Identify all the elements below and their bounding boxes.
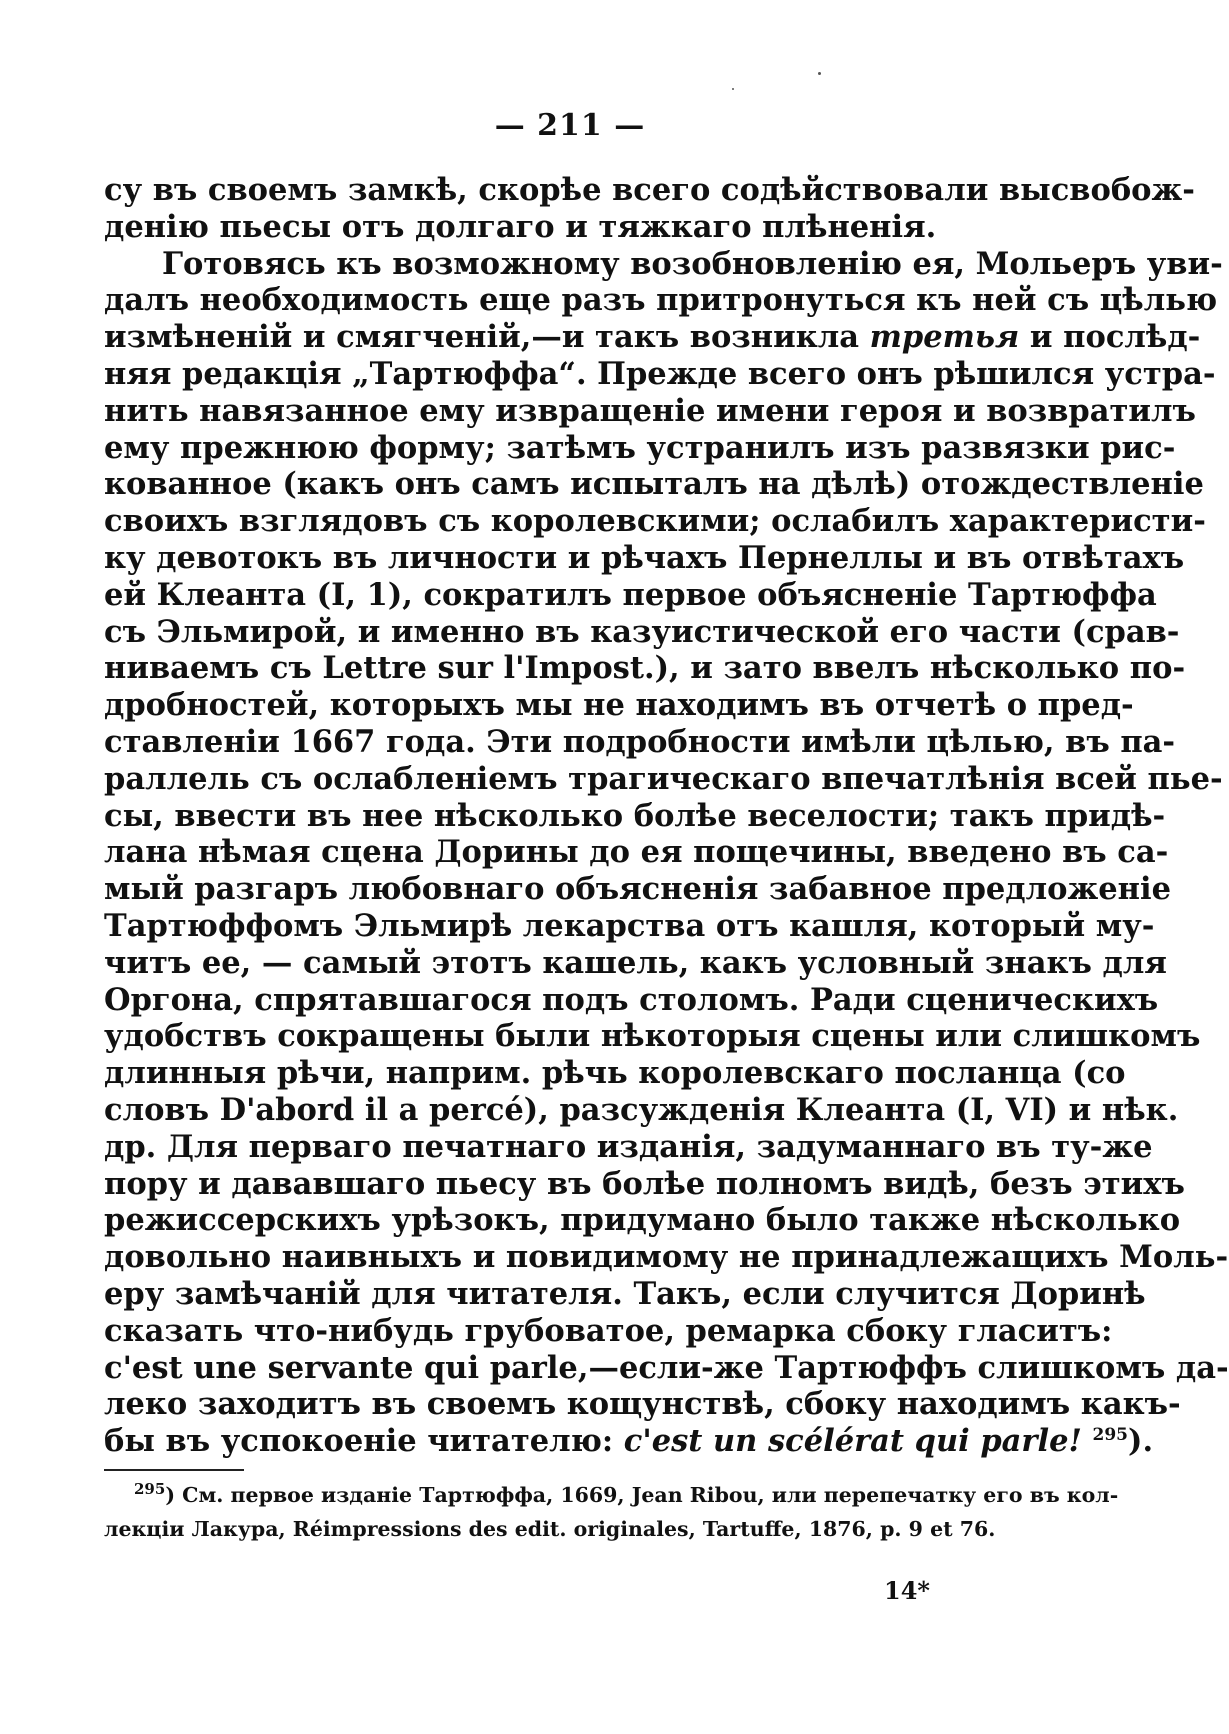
text-line: кованное (какъ онъ самъ испыталъ на дѣлѣ) отождествленіе xyxy=(104,466,1204,503)
page-number: — 211 — xyxy=(494,108,646,143)
text-line: сказать что-нибудь грубоватое, ремарка сбоку гласитъ: xyxy=(104,1312,1113,1349)
text-line: Оргона, спрятавшагося подъ столомъ. Ради сценическихъ xyxy=(104,981,1159,1018)
text-line: лана нѣмая сцена Дорины до ея пощечины, введено въ са- xyxy=(104,834,1169,871)
italic-quote: c'est un scélérat qui parle! xyxy=(623,1423,1082,1460)
print-speck xyxy=(818,72,821,75)
text-line: еру замѣчаній для читателя. Такъ, если случится Доринѣ xyxy=(104,1275,1146,1312)
text-line: няя редакція „Тартюффа“. Прежде всего онъ рѣшился устра- xyxy=(104,355,1216,392)
text-line: словъ D'abord il a percé), разсужденія Клеанта (I, VI) и нѣк. xyxy=(104,1091,1179,1128)
text-line: пору и дававшаго пьесу въ болѣе полномъ видѣ, безъ этихъ xyxy=(104,1165,1185,1202)
text-line: раллель съ ослабленіемъ трагическаго впечатлѣнія всей пье- xyxy=(104,760,1223,797)
text-line: удобствъ сокращены были нѣкоторыя сцены или слишкомъ xyxy=(104,1018,1201,1055)
text-segment: бы въ успокоеніе читателю: xyxy=(104,1423,614,1460)
text-line: читъ ее, — самый этотъ кашель, какъ условный знакъ для xyxy=(104,944,1167,981)
text-line: сы, ввести въ нее нѣсколько болѣе веселости; такъ придѣ- xyxy=(104,797,1166,834)
footnote xyxy=(104,1478,1119,1546)
text-line: Тартюффомъ Эльмирѣ лекарства отъ кашля, который му- xyxy=(104,907,1155,944)
text-line: др. Для перваго печатнаго изданія, задуманнаго въ ту-же xyxy=(104,1128,1153,1165)
text-line: мый разгаръ любовнаго объясненія забавное предложеніе xyxy=(104,871,1171,908)
main-text xyxy=(104,172,1229,1460)
text-line: ей Клеанта (I, 1), сократилъ первое объясненіе Тартюффа xyxy=(104,576,1157,613)
text-segment: и послѣд- xyxy=(1029,319,1201,356)
paragraph xyxy=(104,245,1229,1460)
text-line: денію пьесы отъ долгаго и тяжкаго плѣненія. xyxy=(104,208,937,245)
text-line: дробностей, которыхъ мы не находимъ въ отчетѣ о пред- xyxy=(104,687,1134,724)
print-speck xyxy=(732,88,734,90)
footnote-line: лекціи Лакура, Réimpressions des edit. originales, Tartuffe, 1876, p. 9 et 76. xyxy=(104,1517,996,1541)
text-line: съ Эльмирой, и именно въ казуистической его части (срав- xyxy=(104,613,1180,650)
text-line: нить навязанное ему извращеніе имени героя и возвратилъ xyxy=(104,392,1196,429)
footnote-number: 295 xyxy=(134,1480,166,1499)
text-line: ему прежнюю форму; затѣмъ устранилъ изъ развязки рис- xyxy=(104,429,1176,466)
text-segment: измѣненій и смягченій,—и такъ возникла xyxy=(104,319,859,356)
footnote-divider xyxy=(104,1469,244,1471)
text-line: довольно наивныхъ и повидимому не принадлежащихъ Моль- xyxy=(104,1239,1229,1276)
text-line-mixed xyxy=(104,319,1201,356)
text-line: далъ необходимость еще разъ притронуться къ ней съ цѣлью xyxy=(104,282,1218,319)
text-line: ку девотокъ въ личности и рѣчахъ Пернеллы и въ отвѣтахъ xyxy=(104,539,1185,576)
text-line: режиссерскихъ урѣзокъ, придумано было также нѣсколько xyxy=(104,1202,1181,1239)
printer-signature-mark: 14* xyxy=(884,1576,930,1605)
footnote-text: ) См. первое изданіе Тартюффа, 1669, Jean Ribou, или перепечатку его въ кол- xyxy=(165,1483,1119,1507)
text-segment: ). xyxy=(1128,1423,1154,1460)
text-line: длинныя рѣчи, наприм. рѣчь королевскаго посланца (со xyxy=(104,1055,1126,1092)
italic-word: третья xyxy=(869,319,1020,356)
text-line: c'est une servante qui parle,—если-же Тартюффъ слишкомъ да- xyxy=(104,1349,1229,1386)
text-line: леко заходитъ въ своемъ кощунствѣ, сбоку находимъ какъ- xyxy=(104,1386,1181,1423)
text-line: ниваемъ съ Lettre sur l'Impost.), и зато ввелъ нѣсколько по- xyxy=(104,650,1186,687)
text-line: су въ своемъ замкѣ, скорѣе всего содѣйствовали высвобож- xyxy=(104,172,1195,208)
text-line: ставленіи 1667 года. Эти подробности имѣли цѣлью, въ па- xyxy=(104,723,1176,760)
text-line: Готовясь къ возможному возобновленію ея, Мольеръ уви- xyxy=(162,245,1223,282)
footnote-reference: 295 xyxy=(1092,1424,1129,1445)
paragraph-continued xyxy=(104,172,1195,246)
text-line: своихъ взглядовъ съ королевскими; ослабилъ характеристи- xyxy=(104,503,1206,540)
footnote-line xyxy=(104,1478,1119,1512)
text-line-mixed xyxy=(104,1423,1154,1460)
